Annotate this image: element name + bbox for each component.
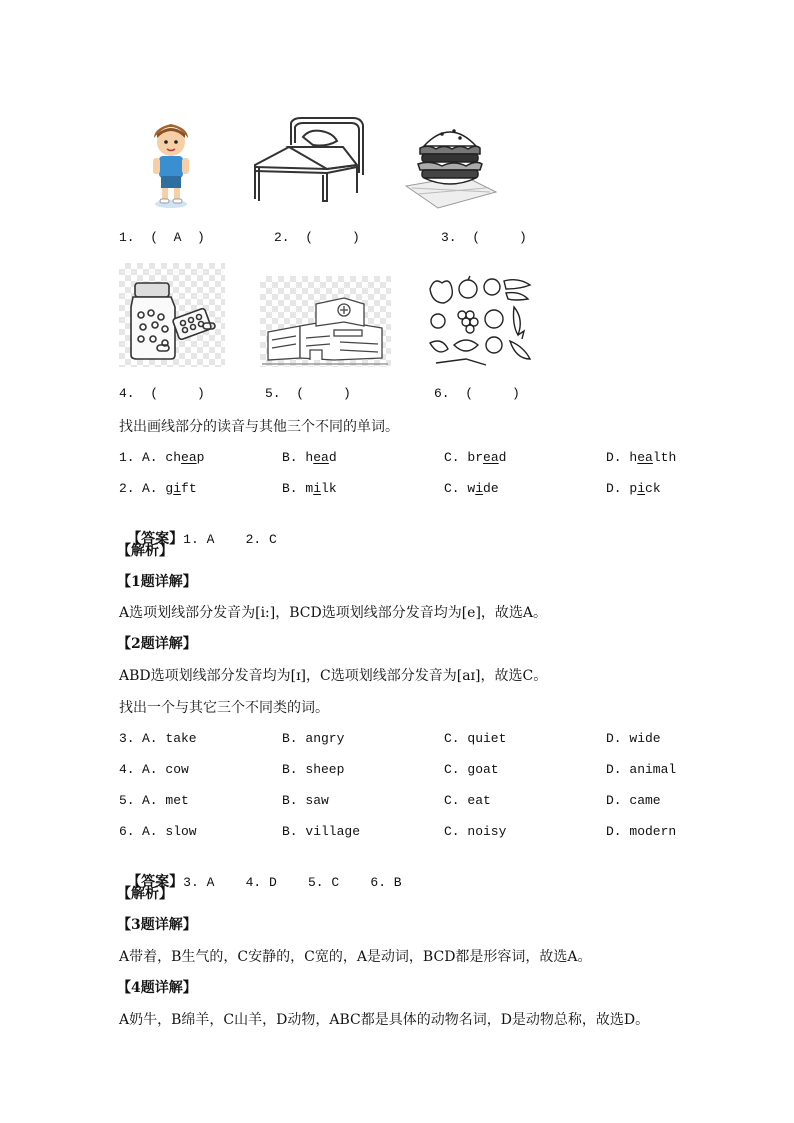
question-4-number: 4. (119, 762, 135, 777)
question-6-option-d: D. modern (606, 824, 677, 839)
hamburger-picture (398, 116, 501, 213)
answer-text: 3. A 4. D 5. C 6. B (183, 875, 402, 890)
question-6-option-a: A. slow (142, 824, 197, 839)
question-1-number: 1. (119, 450, 135, 465)
picture-label-1: 1. ( A ) (119, 230, 205, 245)
picture-label-3: 3. ( ) (441, 230, 527, 245)
question-5-option-a: A. met (142, 793, 189, 808)
answer-text: 1. A 2. C (183, 532, 277, 547)
detail-2-label: 【2题详解】 (117, 636, 197, 652)
detail-4-label: 【4题详解】 (117, 980, 197, 996)
question-4-option-d: D. animal (606, 762, 677, 777)
question-2-option-b: B. milk (282, 481, 337, 496)
section2-instruction: 找出一个与其它三个不同类的词。 (119, 700, 329, 716)
picture-label-2: 2. ( ) (274, 230, 360, 245)
question-1-option-b: B. head (282, 450, 337, 465)
question-5-option-d: D. came (606, 793, 661, 808)
picture-label-5: 5. ( ) (265, 386, 351, 401)
bed-picture (253, 115, 366, 203)
detail-2-text: ABD选项划线部分发音均为[ɪ]，C选项划线部分发音为[aɪ]，故选C。 (119, 668, 548, 684)
detail-3-label: 【3题详解】 (117, 917, 197, 933)
vegetables-picture (426, 275, 534, 368)
question-5-option-c: C. eat (444, 793, 491, 808)
question-2-option-a: A. gift (142, 481, 197, 496)
vegetables-icon (426, 275, 534, 368)
detail-1-text: A选项划线部分发音为[i:]，BCD选项划线部分发音均为[e]，故选A。 (119, 605, 548, 621)
hospital-picture (260, 276, 391, 367)
medicine-picture (119, 263, 225, 367)
question-2-number: 2. (119, 481, 135, 496)
question-6-option-b: B. village (282, 824, 361, 839)
question-4-option-b: B. sheep (282, 762, 345, 777)
question-1-option-a: A. cheap (142, 450, 205, 465)
question-2-option-c: C. wide (444, 481, 499, 496)
hospital-icon (260, 276, 391, 367)
question-5-number: 5. (119, 793, 135, 808)
question-1-option-d: D. health (606, 450, 677, 465)
bed-icon (253, 115, 366, 203)
question-3-number: 3. (119, 731, 135, 746)
medicine-icon (119, 263, 225, 367)
picture-label-4: 4. ( ) (119, 386, 205, 401)
question-6-number: 6. (119, 824, 135, 839)
question-3-option-d: D. wide (606, 731, 661, 746)
answer-label: 【答案】 (127, 531, 184, 547)
boy-icon (140, 118, 202, 210)
question-4-option-c: C. goat (444, 762, 499, 777)
boy-picture (140, 118, 202, 210)
question-3-option-a: A. take (142, 731, 197, 746)
section2-analysis-label: 【解析】 (117, 886, 173, 902)
hamburger-icon (398, 116, 501, 213)
question-3-option-c: C. quiet (444, 731, 507, 746)
answer-label: 【答案】 (127, 874, 184, 890)
section1-analysis-label: 【解析】 (117, 543, 173, 559)
question-2-option-d: D. pick (606, 481, 661, 496)
question-4-option-a: A. cow (142, 762, 189, 777)
section1-instruction: 找出画线部分的读音与其他三个不同的单词。 (119, 419, 399, 435)
question-1-option-c: C. bread (444, 450, 507, 465)
detail-1-label: 【1题详解】 (117, 574, 197, 590)
question-5-option-b: B. saw (282, 793, 329, 808)
detail-4-text: A奶牛，B绵羊，C山羊，D动物，ABC都是具体的动物名词，D是动物总称，故选D。 (119, 1012, 650, 1028)
question-6-option-c: C. noisy (444, 824, 507, 839)
question-3-option-b: B. angry (282, 731, 345, 746)
picture-label-6: 6. ( ) (434, 386, 520, 401)
detail-3-text: A带着，B生气的，C安静的，C宽的，A是动词，BCD都是形容词，故选A。 (119, 949, 592, 965)
